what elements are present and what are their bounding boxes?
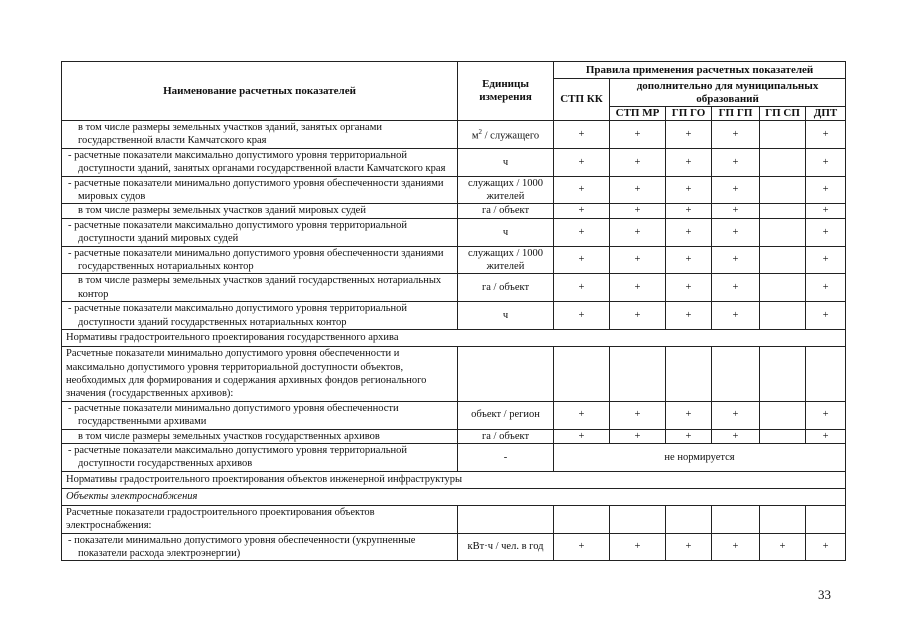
indicator-name: - расчетные показатели максимально допустимого уровня территориальной доступности зданий, занятых органами государственной власти Камчатского края: [62, 148, 458, 176]
applicability-mark: [760, 176, 806, 204]
table-row: [62, 347, 846, 402]
indicator-name: - расчетные показатели минимально допустимого уровня обеспеченности зданиями мировых судов: [62, 176, 458, 204]
applicability-mark: [666, 505, 712, 533]
applicability-mark: +: [806, 246, 846, 274]
unit-cell: га / объект: [458, 204, 554, 218]
applicability-mark: +: [806, 429, 846, 443]
applicability-mark: +: [666, 246, 712, 274]
unit-superscript: 2: [478, 127, 482, 136]
applicability-mark: +: [712, 246, 760, 274]
table-row: [62, 443, 846, 471]
not-normalized-cell: не нормируется: [554, 443, 846, 471]
table-body: [62, 121, 846, 561]
table-row: [62, 218, 846, 246]
unit-cell: га / объект: [458, 429, 554, 443]
applicability-mark: [760, 274, 806, 302]
header-units-column: Единицы измерения: [458, 62, 554, 121]
applicability-mark: +: [610, 246, 666, 274]
subsection-heading: Объекты электроснабжения: [62, 488, 846, 505]
unit-tail: / служащего: [482, 130, 540, 142]
header-gp-gp: ГП ГП: [712, 107, 760, 121]
unit-cell: ч: [458, 218, 554, 246]
applicability-mark: +: [610, 533, 666, 561]
unit-cell: ч: [458, 302, 554, 330]
applicability-mark: +: [806, 218, 846, 246]
table-row: [62, 176, 846, 204]
unit-base: м: [471, 130, 479, 142]
applicability-mark: [760, 347, 806, 402]
applicability-mark: [760, 218, 806, 246]
applicability-mark: +: [806, 121, 846, 149]
section-heading: Нормативы градостроительного проектирования государственного архива: [62, 330, 846, 347]
applicability-mark: +: [712, 401, 760, 429]
header-additional: дополнительно для муниципальных образований: [610, 79, 846, 107]
applicability-mark: +: [806, 204, 846, 218]
page-number: 33: [818, 587, 831, 602]
applicability-mark: [666, 347, 712, 402]
applicability-mark: +: [666, 274, 712, 302]
indicator-name: в том числе размеры земельных участков зданий мировых судей: [62, 204, 458, 218]
applicability-mark: +: [666, 121, 712, 149]
indicator-name: - расчетные показатели максимально допустимого уровня территориальной доступности зданий государственных нотариальных контор: [62, 302, 458, 330]
applicability-mark: +: [610, 401, 666, 429]
unit-cell: объект / регион: [458, 401, 554, 429]
applicability-mark: [760, 121, 806, 149]
header-gp-go: ГП ГО: [666, 107, 712, 121]
applicability-mark: +: [666, 302, 712, 330]
unit-cell: -: [458, 443, 554, 471]
applicability-mark: +: [554, 533, 610, 561]
header-stp-kk: СТП КК: [554, 79, 610, 121]
applicability-mark: +: [712, 148, 760, 176]
applicability-mark: [712, 347, 760, 402]
applicability-mark: +: [610, 204, 666, 218]
applicability-mark: +: [610, 429, 666, 443]
header-dpt: ДПТ: [806, 107, 846, 121]
applicability-mark: +: [554, 302, 610, 330]
applicability-mark: +: [610, 176, 666, 204]
applicability-mark: +: [712, 176, 760, 204]
indicator-name: в том числе размеры земельных участков зданий, занятых органами государственной власти Камчатского края: [62, 121, 458, 149]
indicator-name: Расчетные показатели градостроительного проектирования объектов электроснабжения:: [62, 505, 458, 533]
table-row: [62, 121, 846, 149]
applicability-mark: +: [666, 204, 712, 218]
header-stp-mr: СТП МР: [610, 107, 666, 121]
indicator-name: Расчетные показатели минимально допустимого уровня обеспеченности и максимально допустимого уровня территориальной доступности объектов, необходимых для формирования и содержания архивных фондов регионального значения (государственных архивов):: [62, 347, 458, 402]
applicability-mark: +: [666, 148, 712, 176]
applicability-mark: +: [554, 148, 610, 176]
indicator-name: в том числе размеры земельных участков зданий государственных нотариальных контор: [62, 274, 458, 302]
unit-cell: га / объект: [458, 274, 554, 302]
applicability-mark: [760, 401, 806, 429]
applicability-mark: [760, 302, 806, 330]
applicability-mark: [760, 505, 806, 533]
applicability-mark: +: [666, 533, 712, 561]
applicability-mark: +: [712, 429, 760, 443]
table-row: [62, 246, 846, 274]
applicability-mark: +: [806, 533, 846, 561]
unit-cell: [458, 121, 554, 149]
applicability-mark: +: [666, 429, 712, 443]
table-row: [62, 471, 846, 488]
normatives-table: [61, 61, 846, 561]
table-row: [62, 401, 846, 429]
applicability-mark: +: [554, 176, 610, 204]
applicability-mark: [760, 204, 806, 218]
applicability-mark: +: [610, 302, 666, 330]
indicator-name: - расчетные показатели максимально допустимого уровня территориальной доступности зданий мировых судей: [62, 218, 458, 246]
applicability-mark: +: [712, 218, 760, 246]
applicability-mark: [610, 347, 666, 402]
applicability-mark: +: [712, 121, 760, 149]
applicability-mark: +: [712, 274, 760, 302]
applicability-mark: +: [554, 218, 610, 246]
table-row: [62, 533, 846, 561]
header-gp-sp: ГП СП: [760, 107, 806, 121]
applicability-mark: +: [806, 148, 846, 176]
unit-cell: кВт·ч / чел. в год: [458, 533, 554, 561]
applicability-mark: [760, 246, 806, 274]
indicator-name: в том числе размеры земельных участков государственных архивов: [62, 429, 458, 443]
applicability-mark: +: [712, 204, 760, 218]
table-row: [62, 204, 846, 218]
unit-cell: ч: [458, 148, 554, 176]
applicability-mark: +: [806, 274, 846, 302]
applicability-mark: +: [610, 148, 666, 176]
unit-cell: служащих / 1000 жителей: [458, 246, 554, 274]
applicability-mark: +: [554, 121, 610, 149]
indicator-name: - расчетные показатели минимально допустимого уровня обеспеченности зданиями государственных нотариальных контор: [62, 246, 458, 274]
applicability-mark: +: [806, 302, 846, 330]
applicability-mark: [760, 148, 806, 176]
applicability-mark: +: [554, 274, 610, 302]
applicability-mark: [610, 505, 666, 533]
applicability-mark: [554, 347, 610, 402]
applicability-mark: +: [666, 176, 712, 204]
applicability-mark: +: [806, 401, 846, 429]
table-row: [62, 505, 846, 533]
applicability-mark: +: [666, 218, 712, 246]
section-heading: Нормативы градостроительного проектирования объектов инженерной инфраструктуры: [62, 471, 846, 488]
applicability-mark: +: [610, 121, 666, 149]
table-row: [62, 274, 846, 302]
unit-cell: [458, 505, 554, 533]
applicability-mark: +: [610, 218, 666, 246]
applicability-mark: [760, 429, 806, 443]
table-row: [62, 330, 846, 347]
unit-cell: служащих / 1000 жителей: [458, 176, 554, 204]
table-row: [62, 429, 846, 443]
indicator-name: - расчетные показатели минимально допустимого уровня обеспеченности государственными архивами: [62, 401, 458, 429]
table-row: [62, 488, 846, 505]
applicability-mark: +: [806, 176, 846, 204]
applicability-mark: +: [610, 274, 666, 302]
applicability-mark: +: [554, 401, 610, 429]
applicability-mark: +: [666, 401, 712, 429]
applicability-mark: +: [712, 302, 760, 330]
applicability-mark: +: [554, 429, 610, 443]
unit-cell: [458, 347, 554, 402]
header-rules-group: Правила применения расчетных показателей: [554, 62, 846, 79]
applicability-mark: [554, 505, 610, 533]
indicator-name: - расчетные показатели максимально допустимого уровня территориальной доступности государственных архивов: [62, 443, 458, 471]
applicability-mark: +: [760, 533, 806, 561]
applicability-mark: [806, 505, 846, 533]
applicability-mark: [806, 347, 846, 402]
table-row: [62, 302, 846, 330]
header-name-column: Наименование расчетных показателей: [62, 62, 458, 121]
table-row: [62, 148, 846, 176]
applicability-mark: +: [554, 246, 610, 274]
applicability-mark: +: [554, 204, 610, 218]
indicator-name: - показатели минимально допустимого уровня обеспеченности (укрупненные показатели расхода электроэнергии): [62, 533, 458, 561]
applicability-mark: +: [712, 533, 760, 561]
applicability-mark: [712, 505, 760, 533]
